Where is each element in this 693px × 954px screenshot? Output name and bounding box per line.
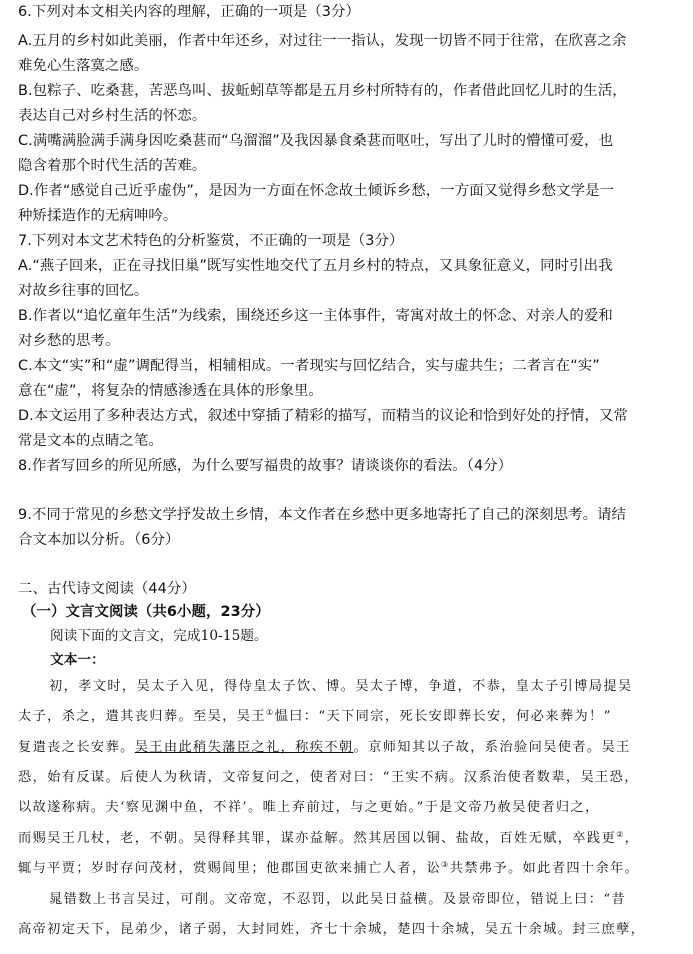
q6-option-a-line2: 难免心生落寞之感。 [18,58,149,74]
q7-option-d-line1: D.本文运用了多种表达方式，叙述中穿插了精彩的描写，而精当的议论和恰到好处的抒情，又常 [18,408,628,424]
classical-line-6-rest: ， [624,831,640,846]
q8-stem: 8.作者写回乡的所见所感，为什么要写福贵的故事？请谈谈你的看法。（4分） [18,458,513,474]
classical-line-2-rest: 愠曰：“天下同宗，死长安即葬长安，何必来葬为！” [274,709,612,724]
text-label: 文本一： [50,652,105,668]
footnote-marker-1: ① [266,708,275,717]
q6-option-b-line1: B.包粽子、吃桑葚，苦恶鸟叫、拔蚯蚓草等都是五月乡村所特有的，作者借此回忆儿时的生活， [18,83,627,99]
classical-line-7-rest: 共禁弗予。如此者四十余年。 [449,861,640,876]
q7-option-b-line1: B.作者以“追忆童年生活”为线索，围绕还乡这一主体事件，寄寓对故土的怀念、对亲人的爱和 [18,308,613,324]
q7-option-d-line2: 常是文本的点睛之笔。 [18,433,163,449]
classical-line-6-text: 而赐吴王几杖，老，不朝。吴得释其罪，谋亦益解。然其居国以铜、盐故，百姓无赋，卒践更 [18,831,617,846]
q9-stem-line1: 9.不同于常见的乡愁文学抒发故土乡情，本文作者在乡愁中更多地寄托了自己的深刻思考。请结 [18,507,627,523]
reading-instruction: 阅读下面的文言文，完成10-15题。 [50,628,268,644]
classical-line-2 [18,706,612,728]
section-heading: 二、古代诗文阅读（44分） [18,581,196,597]
q9-stem-line2: 合文本加以分析。（6分） [18,532,180,548]
classical-line-3-text: 复遣丧之长安葬。 [18,740,135,755]
classical-line-1: 初，孝文时，吴太子入见，得侍皇太子饮、博。吴太子博，争道，不恭，皇太子引博局提吴 [49,679,633,694]
q6-stem: 6.下列对本文相关内容的理解，正确的一项是（3分） [18,4,360,20]
q7-option-b-line2: 对乡愁的思考。 [18,333,120,349]
classical-line-7-text: 辄与平贾；岁时存问茂材，赏赐闾里；他郡国吏欲来捕亡人者，讼 [18,861,442,876]
q7-stem: 7.下列对本文艺术特色的分析鉴赏，不正确的一项是（3分） [18,233,404,249]
q6-option-a-line1: A.五月的乡村如此美丽，作者中年还乡，对过往一一指认，发现一切皆不同于往常，在欣喜之余 [18,33,627,49]
q6-option-c-line2: 隐含着那个时代生活的苦难。 [18,158,207,174]
classical-line-3 [18,737,631,759]
q6-option-d-line2: 种矫揉造作的无病呻吟。 [18,208,178,224]
subsection-heading: （一）文言文阅读（共6小题，23分） [22,604,270,620]
classical-line-7 [18,858,639,880]
classical-line-2-text: 太子，杀之，遣其丧归葬。至吴，吴王 [18,709,266,724]
footnote-marker-2: ② [616,830,625,839]
classical-line-9: 高帝初定天下，昆弟少，诸子弱，大封同姓，齐七十余城，楚四十余城，吴五十余城。封三庶孽， [18,922,646,937]
footnote-marker-3: ③ [441,860,450,869]
q7-option-a-line2: 对故乡往事的回忆。 [18,283,149,299]
classical-line-5: 以故遂称病。夫‘察见渊中鱼，不祥’。唯上弃前过，与之更始。”于是文帝乃赦吴使者归之， [18,800,600,815]
underlined-sentence: 吴王由此稍失藩臣之礼，称疾不朝 [134,740,354,755]
q6-option-b-line2: 表达自己对乡村生活的怀恋。 [18,108,207,124]
classical-line-3-rest: 。京师知其以子故，系治验问吴使者。吴王 [353,740,631,755]
classical-line-4: 恐，始有反谋。后使人为秋请，文帝复问之，使者对曰：“王实不病。汉系治使者数辈，吴王恐， [18,770,639,785]
q6-option-c-line1: C.满嘴满脸满手满身因吃桑葚而“乌溜溜”及我因暴食桑葚而呕吐，写出了儿时的懵懂可爱，也 [18,133,614,149]
q7-option-c-line1: C.本文“实”和“虚”调配得当，相辅相成。一者现实与回忆结合，实与虚共生；二者言在“实” [18,358,600,374]
q6-option-d-line1: D.作者“感觉自己近乎虚伪”，是因为一方面在怀念故土倾诉乡愁，一方面又觉得乡愁文学是一 [18,183,615,199]
classical-line-6 [18,828,639,850]
q7-option-c-line2: 意在“虚”，将复杂的情感渗透在具体的形象里。 [18,383,323,399]
classical-line-8: 晁错数上书言吴过，可削。文帝宽，不忍罚，以此吴日益横。及景帝即位，错说上曰：“昔 [49,892,627,907]
q7-option-a-line1: A.“燕子回来，正在寻找旧巢”既写实性地交代了五月乡村的特点，又具象征意义，同时引出我 [18,258,613,274]
